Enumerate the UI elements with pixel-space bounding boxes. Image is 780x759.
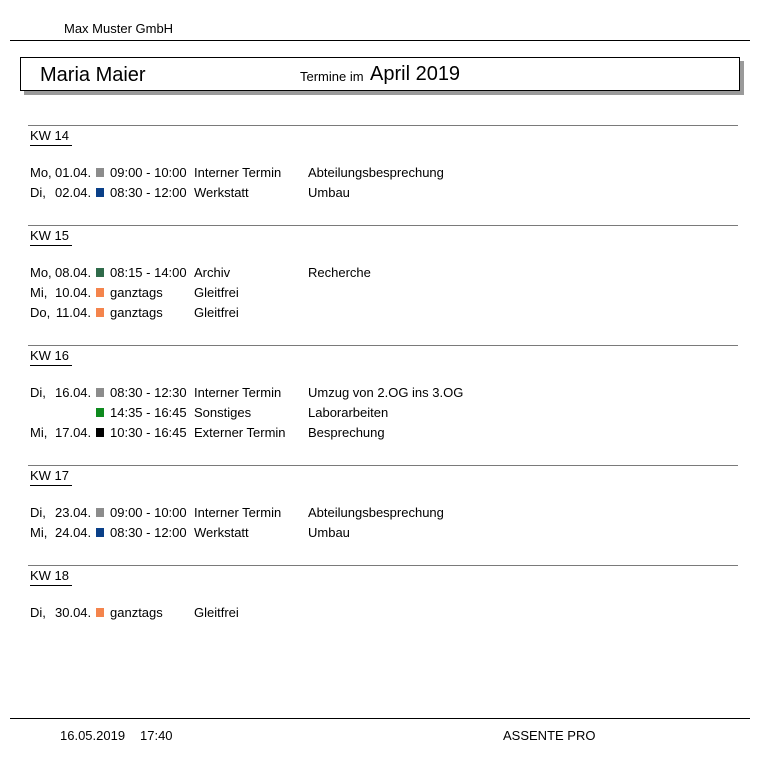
time-range: 08:30 - 12:30 [110, 385, 187, 400]
category-color-marker [96, 168, 104, 177]
time-range: ganztags [110, 305, 163, 320]
date: 08.04. [55, 265, 92, 280]
week-label: KW 16 [30, 348, 72, 366]
appointment-row [0, 384, 760, 402]
description: Besprechung [308, 425, 385, 440]
appointment-row [0, 164, 760, 182]
week-label: KW 15 [30, 228, 72, 246]
date: 23.04. [55, 505, 92, 520]
time-range: 08:30 - 12:00 [110, 525, 187, 540]
weekday: Mi, [30, 425, 48, 440]
weekday: Mo, [30, 165, 52, 180]
appointment-row [0, 184, 760, 202]
appointment-row [0, 504, 760, 522]
date: 01.04. [55, 165, 92, 180]
category: Archiv [194, 265, 231, 280]
title-prefix: Termine im [300, 69, 364, 84]
category-color-marker [96, 608, 104, 617]
title-month: April 2019 [370, 63, 461, 85]
date: 16.04. [55, 385, 92, 400]
description: Abteilungsbesprechung [308, 165, 444, 180]
week-label: KW 14 [30, 128, 72, 146]
header-divider [10, 40, 750, 41]
print-date: 16.05.2019 [60, 728, 126, 743]
category: Interner Termin [194, 505, 282, 520]
date: 24.04. [55, 525, 92, 540]
week-divider [28, 225, 738, 226]
week-label: KW 18 [30, 568, 72, 586]
description: Laborarbeiten [308, 405, 389, 420]
appointment-row [0, 264, 760, 282]
weekday: Di, [30, 385, 46, 400]
category: Gleitfrei [194, 285, 239, 300]
weekday: Di, [30, 605, 46, 620]
category-color-marker [96, 268, 104, 277]
weekday: Di, [30, 505, 46, 520]
appointment-row [0, 604, 760, 622]
category: Interner Termin [194, 165, 282, 180]
category: Sonstiges [194, 405, 252, 420]
print-time: 17:40 [140, 728, 173, 743]
description: Umzug von 2.OG ins 3.OG [308, 385, 464, 400]
appointment-row [0, 284, 760, 302]
week-divider [28, 565, 738, 566]
category-color-marker [96, 388, 104, 397]
category-color-marker [96, 188, 104, 197]
category: Werkstatt [194, 525, 249, 540]
category: Gleitfrei [194, 605, 239, 620]
week-label: KW 17 [30, 468, 72, 486]
time-range: 08:30 - 12:00 [110, 185, 187, 200]
appointment-row [0, 404, 760, 422]
category: Gleitfrei [194, 305, 239, 320]
week-divider [28, 465, 738, 466]
category: Externer Termin [194, 425, 286, 440]
footer-divider [10, 718, 750, 719]
time-range: 09:00 - 10:00 [110, 505, 187, 520]
weekday: Do, [30, 305, 51, 320]
time-range: 09:00 - 10:00 [110, 165, 187, 180]
appointment-row [0, 524, 760, 542]
weekday: Mi, [30, 525, 48, 540]
category-color-marker [96, 308, 104, 317]
appointment-row [0, 304, 760, 322]
weekday: Di, [30, 185, 46, 200]
time-range: ganztags [110, 605, 163, 620]
date: 17.04. [55, 425, 92, 440]
date: 10.04. [55, 285, 92, 300]
description: Recherche [308, 265, 371, 280]
title-box [20, 57, 740, 91]
person-name: Maria Maier [40, 64, 146, 86]
date: 11.04. [55, 305, 91, 320]
time-range: 14:35 - 16:45 [110, 405, 187, 420]
description: Umbau [308, 525, 350, 540]
category-color-marker [96, 508, 104, 517]
weekday: Mo, [30, 265, 52, 280]
date: 02.04. [55, 185, 92, 200]
description: Abteilungsbesprechung [308, 505, 444, 520]
week-divider [28, 125, 738, 126]
product-name: ASSENTE PRO [503, 728, 596, 743]
category-color-marker [96, 428, 104, 437]
company-name: Max Muster GmbH [64, 21, 174, 36]
week-divider [28, 345, 738, 346]
weekday: Mi, [30, 285, 48, 300]
time-range: ganztags [110, 285, 163, 300]
date: 30.04. [55, 605, 92, 620]
category-color-marker [96, 408, 104, 417]
category-color-marker [96, 528, 104, 537]
category-color-marker [96, 288, 104, 297]
description: Umbau [308, 185, 350, 200]
category: Werkstatt [194, 185, 249, 200]
time-range: 08:15 - 14:00 [110, 265, 187, 280]
category: Interner Termin [194, 385, 282, 400]
appointment-row [0, 424, 760, 442]
time-range: 10:30 - 16:45 [110, 425, 187, 440]
